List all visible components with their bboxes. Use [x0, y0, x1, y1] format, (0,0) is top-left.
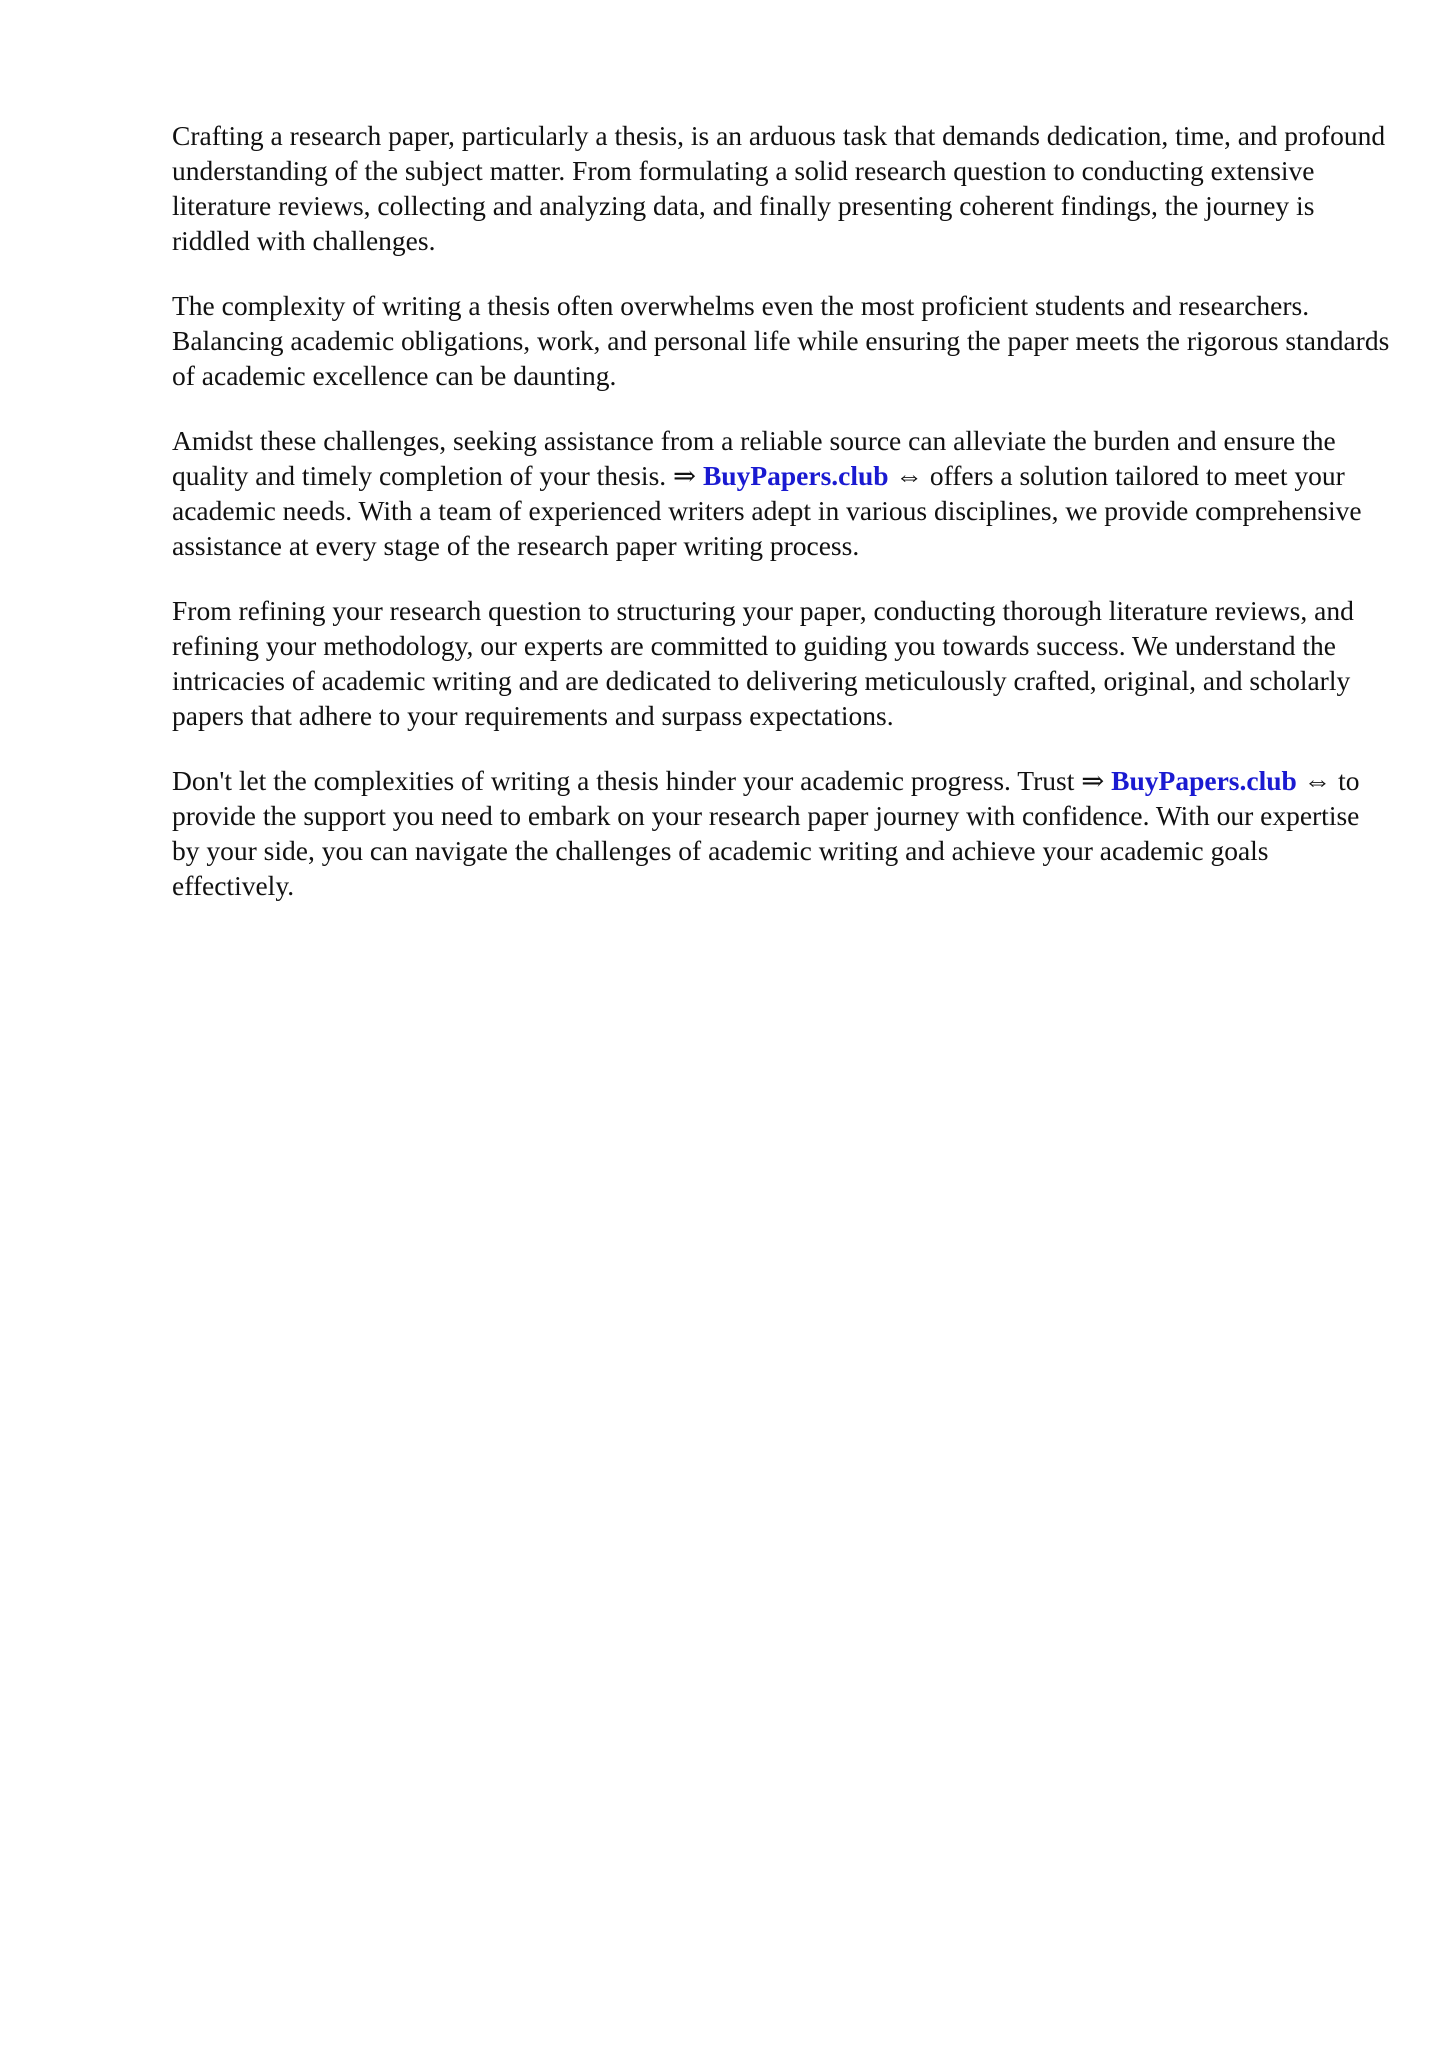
left-right-double-arrow-icon: ⇔: [1303, 765, 1332, 796]
paragraph-experts: From refining your research question to structuring your paper, conducting thorough literature reviews, and refining your methodology, our experts are committed to guiding you towards success. We understand the intricacies of academic writing and are dedicated to delivering meticulously crafted, original, and scholarly papers that adhere to your requirements and surpass expectations.: [172, 595, 1354, 731]
paragraph-assistance: [172, 423, 1390, 563]
left-right-double-arrow-icon: ⇔: [895, 460, 923, 491]
paragraph-complexity: The complexity of writing a thesis often overwhelms even the most proficient students and researchers. Balancing academic obligations, work, and personal life while ensuring the paper meets the rigorous standards of academic excellence can be daunting.: [172, 290, 1390, 391]
paragraph-assistance-text-before: Amidst these challenges, seeking assistance from a reliable source can alleviate the burden and ensure the quality and timely completion of your thesis.: [172, 425, 1336, 491]
paragraph-assistance-text-after: offers a solution tailored to meet your academic needs. With a team of experienced writers adept in various disciplines, we provide comprehensive assistance at every stage of the research paper writing process.: [172, 460, 1362, 561]
buypapers-link[interactable]: BuyPapers.club: [702, 460, 889, 491]
paragraph-intro: Crafting a research paper, particularly a thesis, is an arduous task that demands dedication, time, and profound understanding of the subject matter. From formulating a solid research question to conducting extensive literature reviews, collecting and analyzing data, and finally presenting coherent findings, the journey is riddled with challenges.: [172, 120, 1386, 256]
paragraph-closing-text-before: Don't let the complexities of writing a thesis hinder your academic progress. Trust: [172, 765, 1082, 796]
buypapers-link[interactable]: BuyPapers.club: [1111, 765, 1297, 796]
document-body: [172, 118, 1390, 933]
right-double-arrow-icon: ⇒: [1081, 765, 1105, 796]
paragraph-closing-text-after: to provide the support you need to embark on your research paper journey with confidence. With our expertise by your side, you can navigate the challenges of academic writing and achieve your academic goals effectively.: [172, 765, 1360, 901]
right-double-arrow-icon: ⇒: [673, 460, 697, 491]
paragraph-closing: [172, 763, 1390, 903]
